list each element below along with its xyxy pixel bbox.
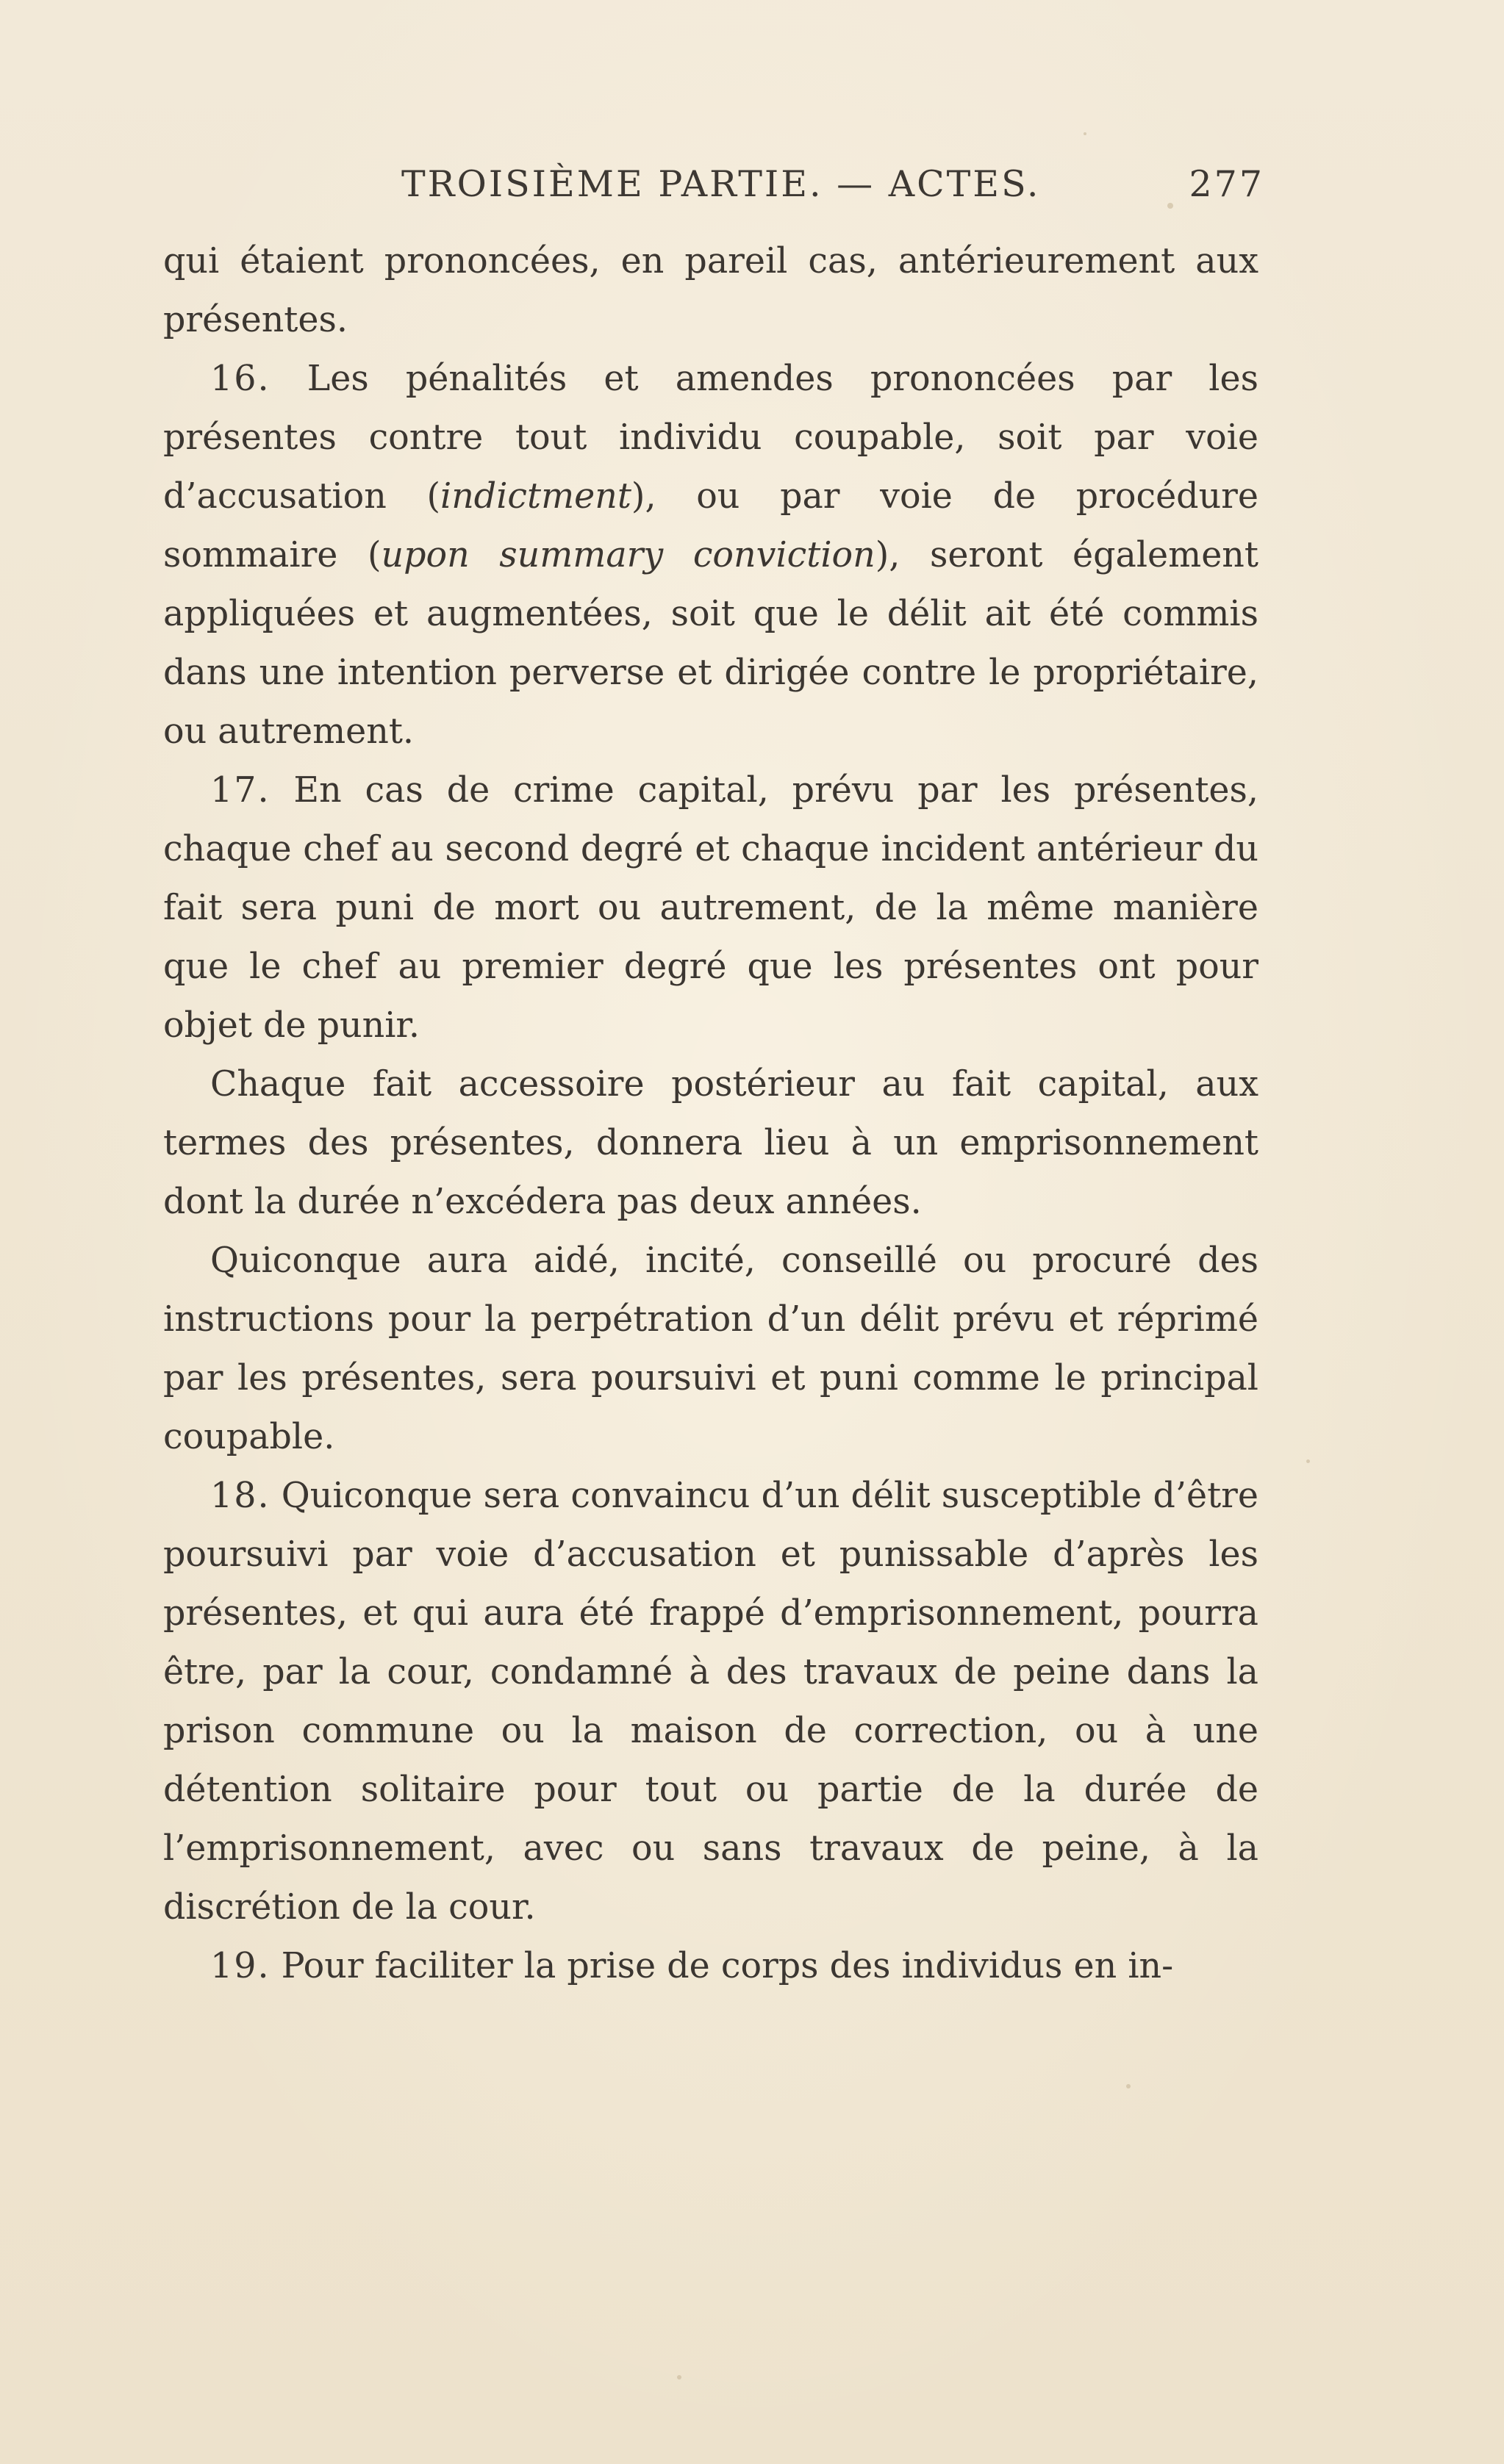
page-number: 277: [1189, 163, 1264, 205]
paragraph-continuation: [163, 232, 1258, 350]
paragraph-text: Les pénalités et amendes prononcées par les présentes contre tout individu coupable, soit par voie d’accusation (: [163, 359, 1258, 517]
italic-term-summary-conviction: upon summary conviction: [381, 535, 875, 575]
body-text: [163, 232, 1258, 1996]
paragraph-text: Quiconque aura aidé, incité, conseillé ou procuré des instructions pour la perpétration d’un délit prévu et réprimé par les présentes, sera poursuivi et puni comme le principal coupable.: [163, 1240, 1258, 1457]
paragraph-text: qui étaient prononcées, en pareil cas, antérieurement aux présentes.: [163, 241, 1258, 340]
article-number: 17.: [210, 770, 271, 811]
page-header: [162, 163, 1264, 215]
paper-speck: [1126, 2084, 1131, 2088]
paragraph-text: Pour faciliter la prise de corps des individus en in-: [270, 1946, 1174, 1986]
paragraph: [163, 1055, 1258, 1232]
paragraph-text: Chaque fait accessoire postérieur au fait capital, aux termes des présentes, donnera lieu à un emprisonnement dont la durée n’excédera pas deux années.: [163, 1064, 1258, 1222]
running-head: TROISIÈME PARTIE. — ACTES.: [401, 163, 1041, 205]
paragraph-text: ), ou par voie de procédure sommaire (: [163, 476, 1258, 575]
article-18: [163, 1467, 1258, 1937]
article-number: 18.: [210, 1476, 271, 1516]
article-number: 19.: [210, 1946, 271, 1986]
article-number: 16.: [210, 359, 271, 399]
paragraph: [163, 1232, 1258, 1467]
paragraph-text: En cas de crime capital, prévu par les présentes, chaque chef au second degré et chaque incident antérieur du fait sera puni de mort ou autrement, de la même manière que le chef au premier degré que les présentes ont pour objet de punir.: [163, 770, 1258, 1046]
paper-speck: [1306, 1459, 1310, 1463]
paragraph-text: Quiconque sera convaincu d’un délit susceptible d’être poursuivi par voie d’accusation et punissable d’après les présentes, et qui aura été frappé d’emprisonnement, pourra être, par la cour, condamné à des travaux de peine dans la prison commune ou la maison de correction, ou à une détention solitaire pour tout ou partie de la durée de l’emprisonnement, avec ou sans travaux de peine, à la discrétion de la cour.: [163, 1476, 1258, 1928]
article-19: [163, 1937, 1258, 1996]
paper-speck: [1084, 132, 1086, 135]
paragraph-text: ), seront également appliquées et augmentées, soit que le délit ait été commis dans une intention perverse et dirigée contre le propriétaire, ou autrement.: [163, 535, 1258, 752]
paper-speck: [677, 2375, 681, 2379]
article-16: [163, 350, 1258, 761]
italic-term-indictment: indictment: [440, 476, 631, 517]
paper-speck: [1167, 203, 1173, 209]
article-17: [163, 761, 1258, 1055]
